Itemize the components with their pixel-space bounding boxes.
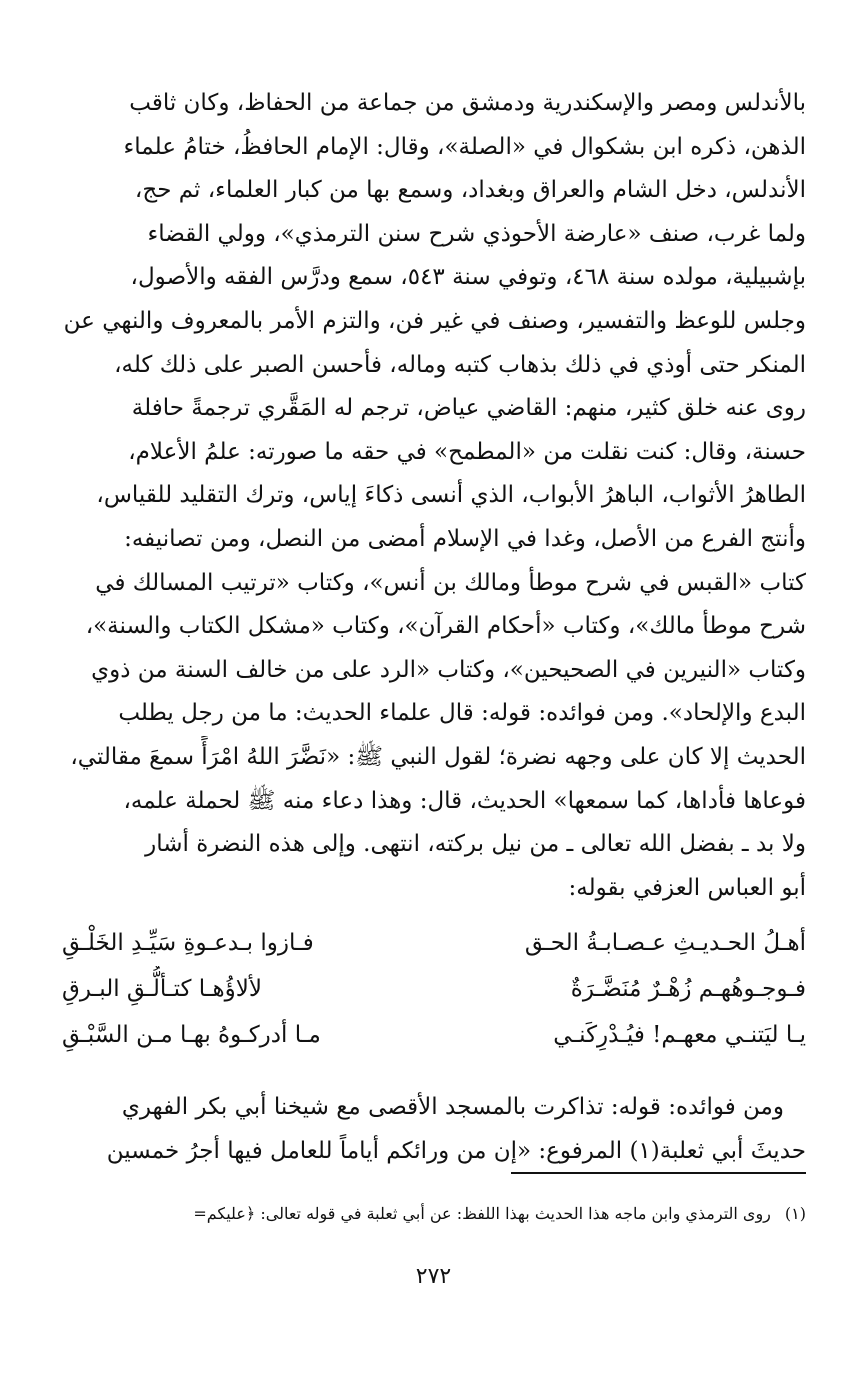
main-paragraph bbox=[62, 82, 806, 910]
text-line: وكتاب «النيرين في الصحيحين»، وكتاب «الرد على من خالف السنة من ذوي bbox=[91, 656, 806, 683]
text-line: وأنتج الفرع من الأصل، وغدا في الإسلام أمضى من النصل، ومن تصانيفه: bbox=[124, 525, 806, 552]
verse-first-hemistich: أهـلُ الحـديـثِ عـصـابـةُ الحـق bbox=[524, 930, 806, 956]
text-line: حسنة، وقال: كنت نقلت من «المطمح» في حقه ما صورته: علمُ الأعلام، bbox=[128, 438, 806, 465]
footnote-text: روى الترمذي وابن ماجه هذا الحديث بهذا اللفظ: عن أبي ثعلبة في قوله تعالى: ﴿عليكم= bbox=[193, 1204, 771, 1223]
poem-verse bbox=[62, 1012, 806, 1058]
poem-verse bbox=[62, 966, 806, 1012]
text-line: حديثَ أبي ثعلبة(١) المرفوع: «إن من ورائكم أياماً للعامل فيها أجرُ خمسين bbox=[106, 1138, 806, 1164]
footnote bbox=[62, 1202, 806, 1226]
text-line: بالأندلس ومصر والإسكندرية ودمشق من جماعة من الحفاظ، وكان ثاقب bbox=[129, 90, 806, 116]
poem bbox=[62, 920, 806, 1058]
text-line: ومن فوائده: قوله: تذاكرت بالمسجد الأقصى مع شيخنا أبي بكر الفهري bbox=[121, 1094, 784, 1120]
text-line: الطاهرُ الأثواب، الباهرُ الأبواب، الذي أنسى ذكاءَ إياس، وترك التقليد للقياس، bbox=[96, 482, 806, 509]
text-line: كتاب «القبس في شرح موطأ ومالك بن أنس»، وكتاب «ترتيب المسالك في bbox=[95, 569, 806, 596]
text-line: وجلس للوعظ والتفسير، وصنف في غير فن، والتزم الأمر بالمعروف والنهي عن bbox=[63, 307, 806, 334]
footnote-marker: (١) bbox=[784, 1204, 806, 1223]
text-line: ولا بد ـ بفضل الله تعالى ـ من نيل بركته، انتهى. وإلى هذه النضرة أشار bbox=[145, 831, 806, 858]
text-line: المنكر حتى أوذي في ذلك بذهاب كتبه وماله، فأحسن الصبر على ذلك كله، bbox=[114, 351, 806, 378]
verse-first-hemistich: يـا ليَتنـي معهـم! فيُـدْرِكَنـي bbox=[553, 1022, 806, 1048]
closing-paragraph bbox=[62, 1085, 806, 1173]
footnote-separator bbox=[511, 1172, 806, 1174]
text-line: بإشبيلية، مولده سنة ٤٦٨، وتوفي سنة ٥٤٣، سمع ودرَّس الفقه والأصول، bbox=[130, 264, 806, 291]
text-line: ولما غرب، صنف «عارضة الأحوذي شرح سنن الترمذي»، وولي القضاء bbox=[147, 220, 806, 247]
text-line: الحديث إلا كان على وجهه نضرة؛ لقول النبي ﷺ: «نَضَّرَ اللهُ امْرَأً سمعَ مقالتي، bbox=[70, 743, 806, 770]
verse-second-hemistich: مـا أدركـوهُ بهـا مـن السَّبْـقِ bbox=[62, 1022, 321, 1048]
verse-second-hemistich: لألاؤُهـا كتـألُّـقِ البـرقِ bbox=[62, 976, 263, 1002]
text-line: روى عنه خلق كثير، منهم: القاضي عياض، ترجم له المَقَّري ترجمةً حافلة bbox=[131, 395, 806, 422]
verse-second-hemistich: فـازوا بـدعـوةِ سَيِّـدِ الخَلْـقِ bbox=[62, 930, 314, 956]
poem-verse bbox=[62, 920, 806, 966]
text-line: شرح موطأ مالك»، وكتاب «أحكام القرآن»، وكتاب «مشكل الكتاب والسنة»، bbox=[85, 613, 806, 640]
verse-first-hemistich: فـوجـوهُهـم زُهْـرٌ مُنَضَّـرَةٌ bbox=[570, 976, 806, 1002]
text-line: فوعاها فأداها، كما سمعها» الحديث، قال: وهذا دعاء منه ﷺ لحملة علمه، bbox=[123, 787, 806, 814]
text-line: أبو العباس العزفي بقوله: bbox=[568, 874, 806, 901]
page-number: ٢٧٢ bbox=[415, 1264, 452, 1289]
text-line: الذهن، ذكره ابن بشكوال في «الصلة»، وقال: الإمام الحافظُ، ختامُ علماء bbox=[123, 133, 806, 160]
text-line: الأندلس، دخل الشام والعراق وبغداد، وسمع بها من كبار العلماء، ثم حج، bbox=[134, 177, 806, 204]
text-line: البدع والإلحاد». ومن فوائده: قوله: قال علماء الحديث: ما من رجل يطلب bbox=[118, 700, 806, 727]
